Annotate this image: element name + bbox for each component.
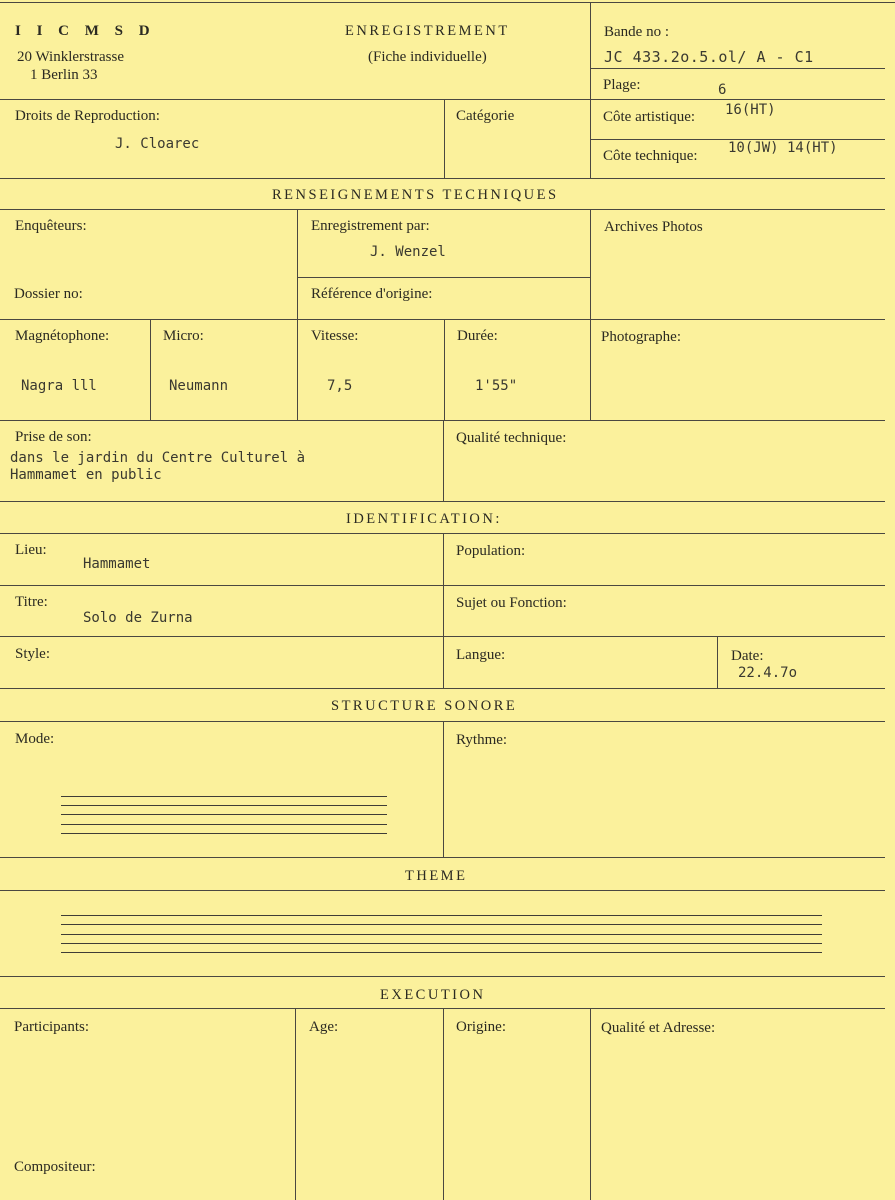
section-title-technique: RENSEIGNEMENTS TECHNIQUES — [272, 187, 559, 203]
section-title-identification: IDENTIFICATION: — [346, 511, 502, 527]
bande-value: JC 433.2o.5.ol/ A - C1 — [604, 48, 814, 66]
vitesse-value: 7,5 — [327, 378, 353, 394]
qualite-technique-label: Qualité technique: — [456, 430, 567, 446]
magnetophone-label: Magnétophone: — [15, 328, 110, 344]
droits-label: Droits de Reproduction: — [15, 108, 160, 124]
enqueteurs-label: Enquêteurs: — [15, 218, 87, 234]
prise-de-son-value-line-2: Hammamet en public — [10, 467, 162, 483]
participants-label: Participants: — [14, 1019, 89, 1035]
form-title: ENREGISTREMENT — [345, 23, 510, 39]
address-line-1: 20 Winklerstrasse — [17, 49, 125, 65]
photographe-label: Photographe: — [601, 329, 681, 345]
cote-artistique-label: Côte artistique: — [603, 109, 696, 125]
sujet-label: Sujet ou Fonction: — [456, 595, 567, 611]
address-line-2: 1 Berlin 33 — [30, 67, 98, 83]
enregistrement-par-label: Enregistrement par: — [311, 218, 430, 234]
rythme-label: Rythme: — [456, 732, 508, 748]
section-title-execution: EXECUTION — [380, 987, 486, 1003]
section-title-theme: THEME — [405, 868, 468, 884]
titre-label: Titre: — [15, 594, 48, 610]
duree-label: Durée: — [457, 328, 498, 344]
micro-value: Neumann — [169, 378, 229, 394]
org-logo: I I C M S D — [15, 23, 156, 39]
plage-label: Plage: — [603, 77, 641, 93]
population-label: Population: — [456, 543, 526, 559]
lieu-value: Hammamet — [83, 556, 151, 572]
form-subtitle: (Fiche individuelle) — [368, 49, 487, 65]
enregistrement-par-value: J. Wenzel — [370, 244, 446, 260]
droits-value: J. Cloarec — [115, 136, 200, 152]
compositeur-label: Compositeur: — [14, 1159, 96, 1175]
archives-photos-label: Archives Photos — [604, 219, 703, 235]
cote-technique-value: 10(JW) 14(HT) — [728, 140, 838, 156]
langue-label: Langue: — [456, 647, 506, 663]
micro-label: Micro: — [163, 328, 204, 344]
cote-technique-label: Côte technique: — [603, 148, 698, 164]
vitesse-label: Vitesse: — [311, 328, 359, 344]
cote-artistique-value: 16(HT) — [725, 102, 776, 118]
style-label: Style: — [15, 646, 51, 662]
section-title-structure: STRUCTURE SONORE — [331, 698, 518, 714]
prise-de-son-label: Prise de son: — [15, 429, 92, 445]
age-label: Age: — [309, 1019, 339, 1035]
origine-label: Origine: — [456, 1019, 506, 1035]
dossier-label: Dossier no: — [14, 286, 83, 302]
plage-value: 6 — [718, 82, 727, 98]
lieu-label: Lieu: — [15, 542, 47, 558]
mode-label: Mode: — [15, 731, 55, 747]
duree-value: 1'55" — [475, 378, 518, 394]
date-label: Date: — [731, 648, 764, 664]
titre-value: Solo de Zurna — [83, 610, 193, 626]
bande-label: Bande no : — [604, 24, 669, 40]
date-value: 22.4.7o — [738, 665, 798, 681]
prise-de-son-value-line-1: dans le jardin du Centre Culturel à — [10, 450, 306, 466]
magnetophone-value: Nagra lll — [21, 378, 97, 394]
qualite-adresse-label: Qualité et Adresse: — [601, 1020, 716, 1036]
categorie-label: Catégorie — [456, 108, 515, 124]
reference-label: Référence d'origine: — [311, 286, 433, 302]
